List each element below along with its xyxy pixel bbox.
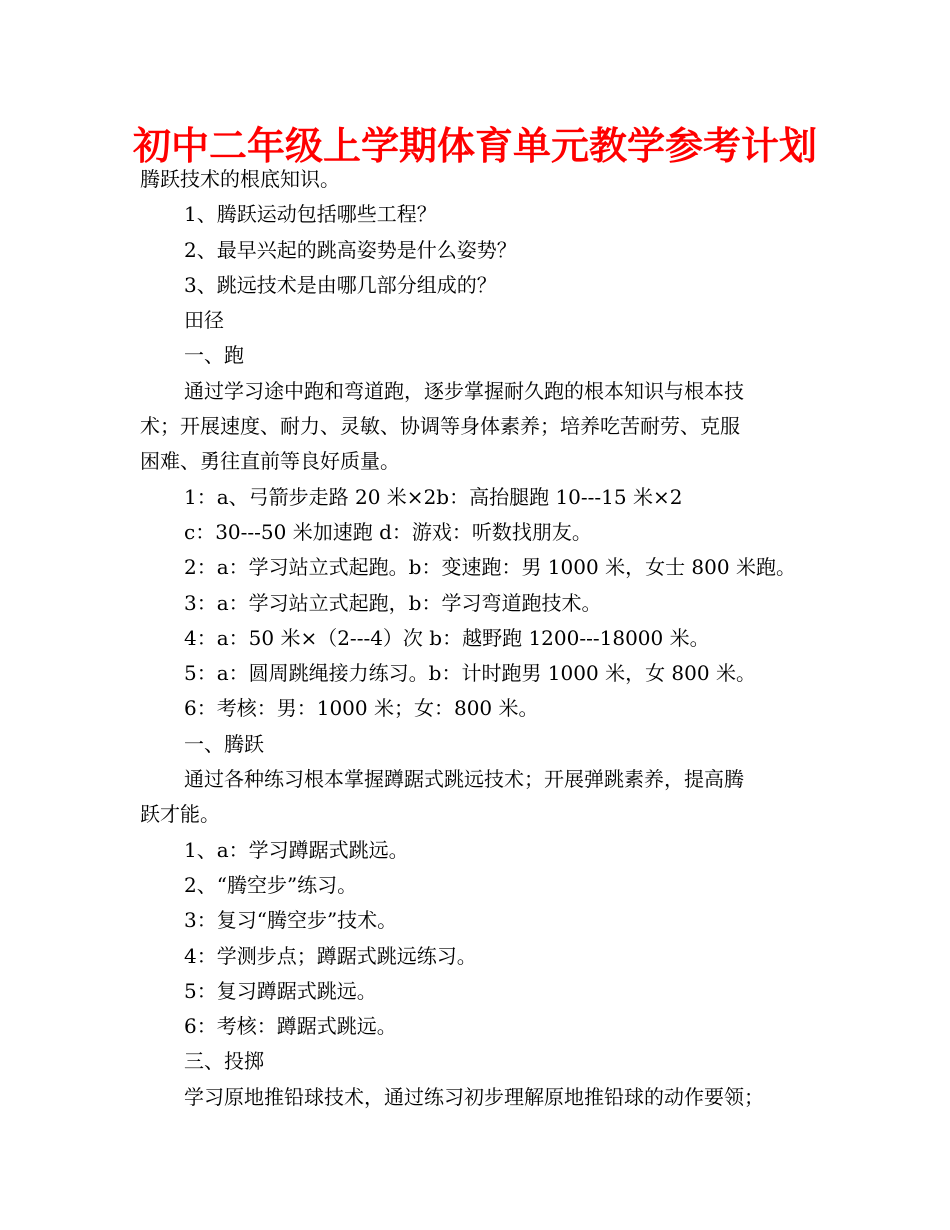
text-line: 6：考核：男：1000 米；女：800 米。 [184,696,539,721]
document-body [140,162,820,1115]
text-line: 3：a：学习站立式起跑，b：学习弯道跑技术。 [184,590,602,615]
text-line: 3：复习“腾空步”技术。 [184,908,398,933]
text-line: 一、跑 [184,343,244,368]
text-line: 困难、勇往直前等良好质量。 [140,449,400,474]
text-line: 一、腾跃 [184,731,264,756]
text-line: 跃才能。 [140,802,220,827]
text-line: 田径 [184,308,224,333]
text-line: 4：a：50 米×（2---4）次 b：越野跑 1200---18000 米。 [184,625,710,650]
text-line: 1、a：学习蹲踞式跳远。 [184,837,409,862]
text-line: c：30---50 米加速跑 d：游戏：听数找朋友。 [184,519,592,544]
text-line: 3、跳远技术是由哪几部分组成的？ [184,272,497,297]
document-title: 初中二年级上学期体育单元教学参考计划 [132,124,817,168]
text-line: 腾跃技术的根底知识。 [140,167,340,191]
text-line: 1：a、弓箭步走路 20 米×2b：高抬腿跑 10---15 米×2 [184,484,683,509]
text-line: 三、投掷 [184,1049,264,1074]
text-line: 4：学测步点；蹲踞式跳远练习。 [184,943,477,968]
text-line: 通过学习途中跑和弯道跑，逐步掌握耐久跑的根本知识与根本技 [184,378,744,403]
text-line: 术；开展速度、耐力、灵敏、协调等身体素养；培养吃苦耐劳、克服 [140,414,740,439]
text-line: 5：复习蹲踞式跳远。 [184,978,377,1003]
text-line: 学习原地推铅球技术，通过练习初步理解原地推铅球的动作要领； [184,1084,764,1109]
text-line: 5：a：圆周跳绳接力练习。b：计时跑男 1000 米，女 800 米。 [184,661,756,686]
text-line: 通过各种练习根本掌握蹲踞式跳远技术；开展弹跳素养，提高腾 [184,767,744,792]
text-line: 1、腾跃运动包括哪些工程？ [184,202,437,227]
text-line: 2：a：学习站立式起跑。b：变速跑：男 1000 米，女士 800 米跑。 [184,555,796,580]
text-line: 6：考核：蹲踞式跳远。 [184,1014,397,1039]
text-line: 2、“腾空步”练习。 [184,872,358,897]
text-line: 2、最早兴起的跳高姿势是什么姿势？ [184,237,517,262]
